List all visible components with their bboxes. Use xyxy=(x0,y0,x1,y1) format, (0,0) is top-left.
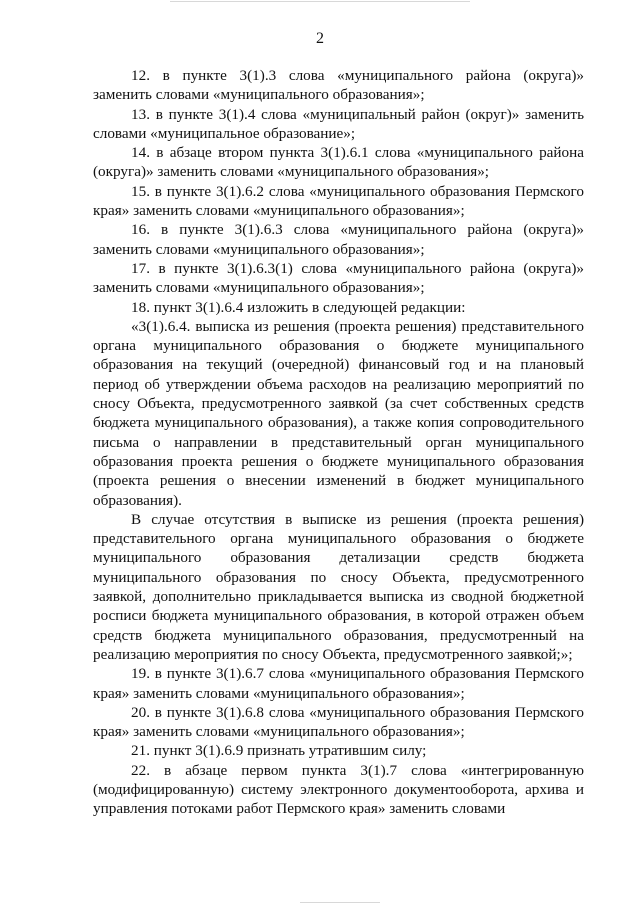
document-body xyxy=(93,66,584,819)
paragraph-item-19: 19. в пункте 3(1).6.7 слова «муниципального образования Пермского края» заменить словами «муниципального образования»; xyxy=(93,665,584,702)
paragraph-item-13: 13. в пункте 3(1).4 слова «муниципальный район (округ)» заменить словами «муниципальное образование»; xyxy=(93,105,584,142)
paragraph-item-14: 14. в абзаце втором пункта 3(1).6.1 слова «муниципального района (округа)» заменить словами «муниципального образования»; xyxy=(93,144,584,181)
paragraph-item-17: 17. в пункте 3(1).6.3(1) слова «муниципального района (округа)» заменить словами «муниципального образования»; xyxy=(93,259,584,297)
paragraph-item-12: 12. в пункте 3(1).3 слова «муниципального района (округа)» заменить словами «муниципального образования»; xyxy=(93,67,584,104)
paragraph-item-15: 15. в пункте 3(1).6.2 слова «муниципального образования Пермского края» заменить словами «муниципального образования»; xyxy=(93,182,584,220)
paragraph-item-20: 20. в пункте 3(1).6.8 слова «муниципального образования Пермского края» заменить словами «муниципального образования»; xyxy=(93,703,584,741)
paragraph-item-22: 22. в абзаце первом пункта 3(1).7 слова «интегрированную (модифицированную) систему электронного документооборота, архива и управления потоками работ Пермского края» заменить словами xyxy=(93,761,584,818)
scan-artifact-bottom xyxy=(300,902,380,903)
page-number: 2 xyxy=(316,30,324,47)
paragraph-item-21: 21. пункт 3(1).6.9 признать утратившим силу; xyxy=(131,742,427,760)
paragraph-item-18: 18. пункт 3(1).6.4 изложить в следующей редакции: xyxy=(131,298,466,316)
paragraph-quoted-continuation: В случае отсутствия в выписке из решения (проекта решения) представительного органа муниципального образования о бюджете муниципального образования детализации средств бюджета муниципального образования по сносу Объекта, предусмотренного заявкой, дополнительно прикладывается выписка из сводной бюджетной росписи бюджета муниципального образования, в которой отражен объем средств бюджета муниципального образования, предусмотренный на реализацию мероприятия по сносу Объекта, предусмотренного заявкой;»; xyxy=(93,510,584,663)
scan-artifact-top xyxy=(170,1,470,2)
paragraph-quoted-3-1-6-4: «3(1).6.4. выписка из решения (проекта решения) представительного органа муниципального образования о бюджете муниципального образования на текущий (очередной) финансовый год и на плановый период об утверждении объема расходов на реализацию мероприятий по сносу Объекта, предусмотренного заявкой (за счет собственных средств бюджета муниципального образования), а также копия сопроводительного письма о направлении в представительный орган муниципального образования проекта решения о бюджете муниципального образования (проекта решения о внесении изменений в бюджет муниципального образования). xyxy=(93,317,584,509)
paragraph-item-16: 16. в пункте 3(1).6.3 слова «муниципального района (округа)» заменить словами «муниципального образования»; xyxy=(93,221,584,258)
